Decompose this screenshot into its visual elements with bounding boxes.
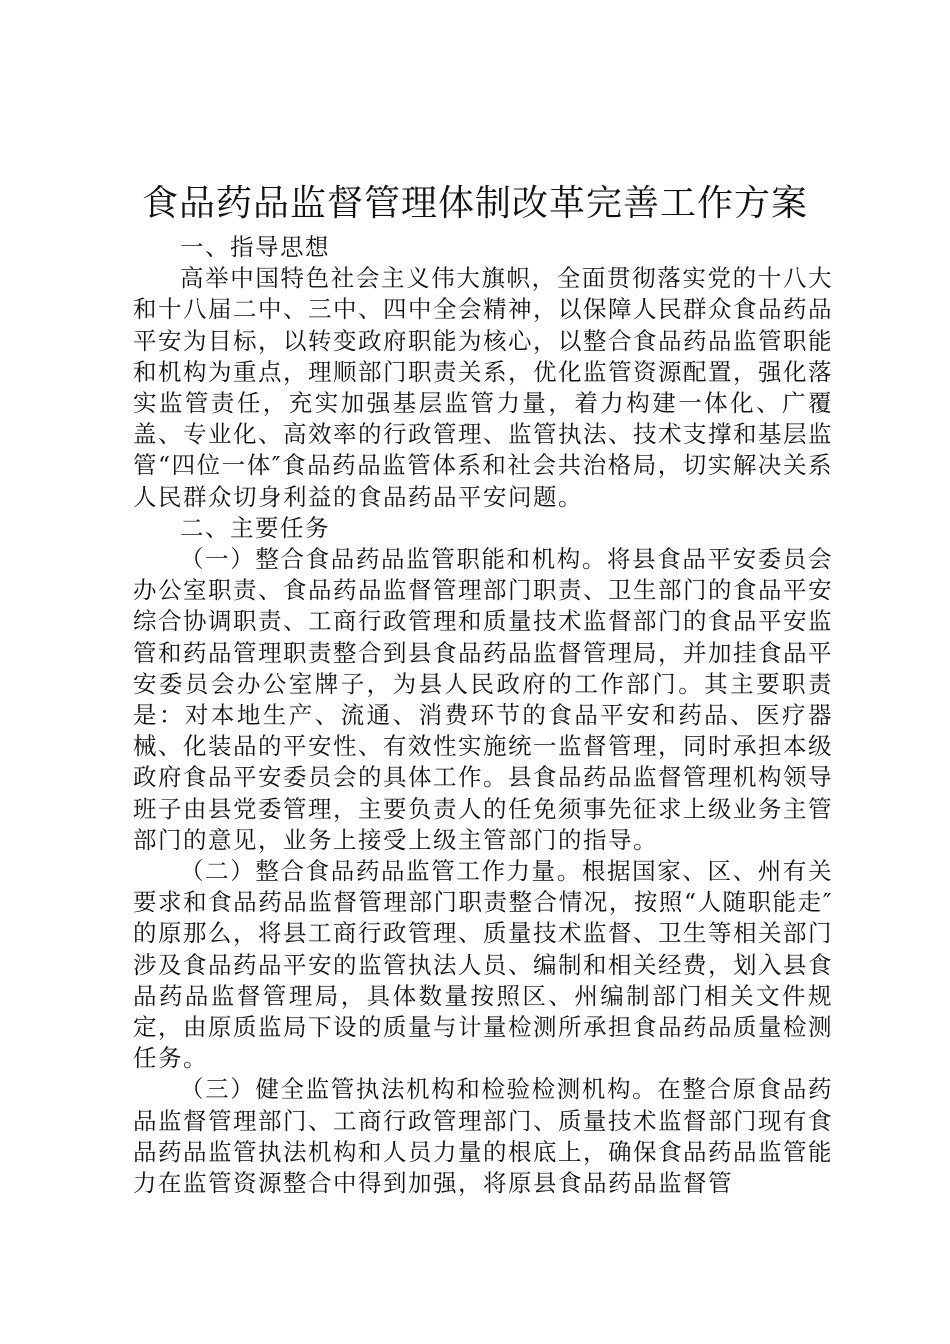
document-title: 食品药品监督管理体制改革完善工作方案 (141, 183, 808, 224)
paragraph-task-2: （二）整合食品药品监管工作力量。根据国家、区、州有关要求和食品药品监督管理部门职责整合情况，按照“人随职能走″的原那么，将县工商行政管理、质量技术监督、卫生等相关部门涉及食品药品平安的监管执法人员、编制和相关经费，划入县食品药品监督管理局，具体数量按照区、州编制部门相关文件规定，由原质监局下设的质量与计量检测所承担食品药品质量检测任务。 (133, 857, 833, 1073)
document-body (133, 232, 833, 1199)
section-heading-main-tasks: 二、主要任务 (180, 513, 330, 542)
section-heading-guiding-ideology: 一、指导思想 (180, 233, 330, 261)
paragraph-task-3: （三）健全监管执法机构和检验检测机构。在整合原食品药品监督管理部门、工商行政管理部门、质量技术监督部门现有食品药品监管执法机构和人员力量的根底上，确保食品药品监管能力在监管资源整合中得到加强，将原县食品药品监督管 (133, 1075, 833, 1198)
paragraph-task-1: （一）整合食品药品监管职能和机构。将县食品平安委员会办公室职责、食品药品监督管理部门职责、卫生部门的食品平安综合协调职责、工商行政管理和质量技术监督部门的食品平安监管和药品管理职责整合到县食品药品监督管理局，并加挂食品平安委员会办公室牌子，为县人民政府的工作部门。其主要职责是：对本地生产、流通、消费环节的食品平安和药品、医疗器械、化装品的平安性、有效性实施统一监督管理，同时承担本级政府食品平安委员会的具体工作。县食品药品监督管理机构领导班子由县党委管理，主要负责人的任免须事先征求上级业务主管部门的意见，业务上接受上级主管部门的指导。 (133, 545, 833, 854)
paragraph-guiding-ideology: 高举中国特色社会主义伟大旗帜，全面贯彻落实党的十八大和十八届二中、三中、四中全会精神，以保障人民群众食品药品平安为目标，以转变政府职能为核心，以整合食品药品监管职能和机构为重点，理顺部门职责关系，优化监管资源配置，强化落实监管责任，充实加强基层监管力量，着力构建一体化、广覆盖、专业化、高效率的行政管理、监管执法、技术支撑和基层监管“四位一体″食品药品监管体系和社会共治格局，切实解决关系人民群众切身利益的食品药品平安问题。 (133, 264, 833, 511)
